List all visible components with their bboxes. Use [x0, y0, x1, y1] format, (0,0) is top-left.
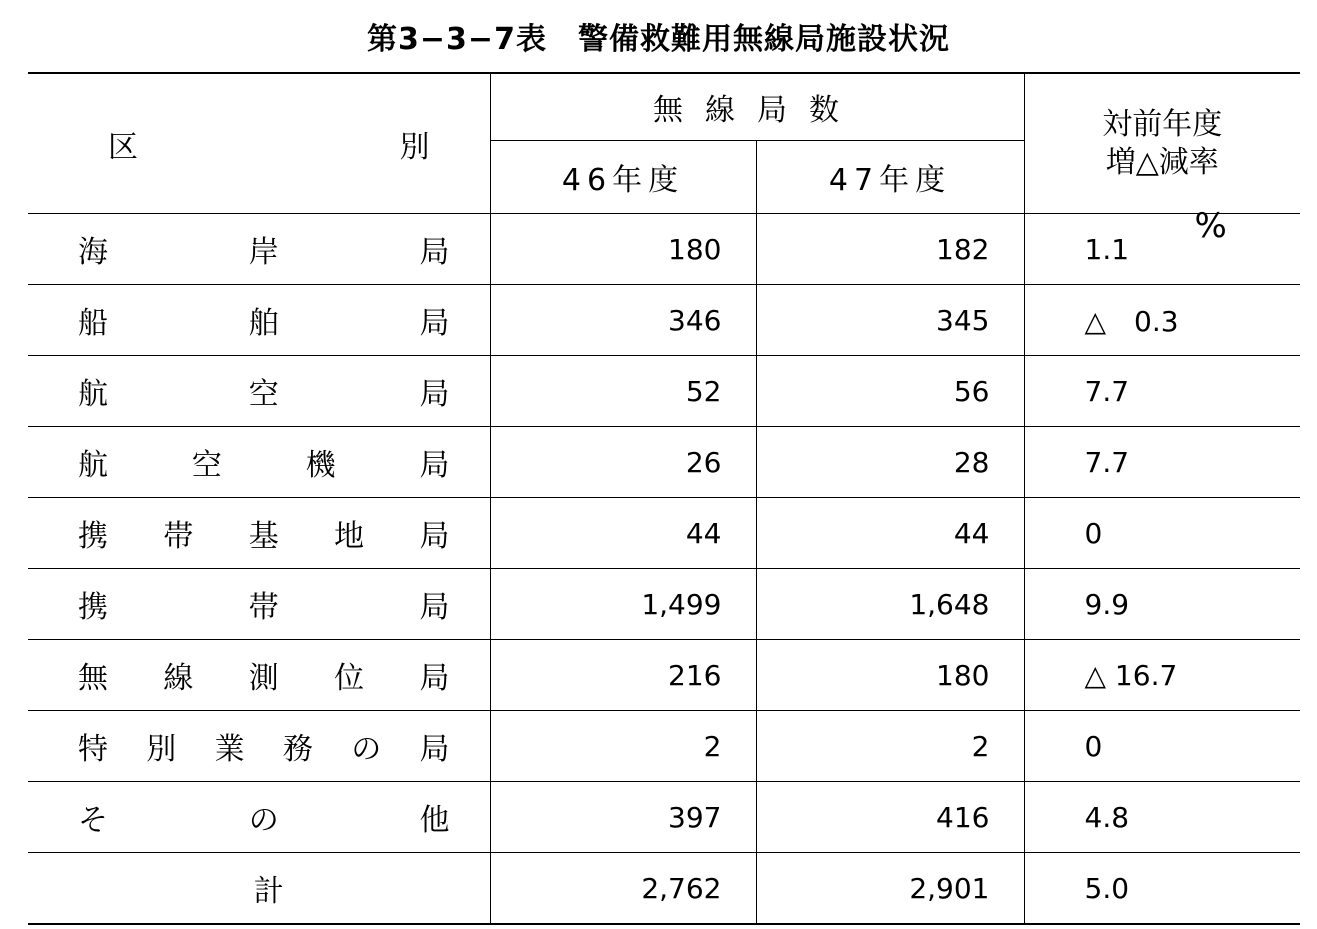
row-label-char: 帯 [248, 590, 279, 625]
row-label [28, 214, 490, 285]
table-title: 第3−3−7表 警備救難用無線局施設状況 [367, 22, 950, 57]
row-label-char: 線 [163, 661, 194, 696]
rate-value [1024, 498, 1300, 569]
row-label [28, 427, 490, 498]
header-station-count: 無線局数 [490, 73, 1024, 141]
row-label-char: 局 [419, 519, 450, 554]
header-kubun-1: 区 [108, 129, 138, 165]
value-46: 216 [490, 640, 756, 711]
value-47: 56 [756, 356, 1024, 427]
row-label-char: 無 [78, 661, 108, 696]
row-label-char: 帯 [163, 519, 194, 554]
rate-value [1024, 711, 1300, 782]
row-label-char: 携 [78, 519, 108, 554]
row-label-char: 別 [146, 732, 177, 767]
row-label-char: 特 [78, 732, 108, 767]
header-year-47: 47年度 [756, 141, 1024, 214]
table-row [28, 356, 1300, 427]
table-row [28, 498, 1300, 569]
table-row [28, 569, 1300, 640]
total-row [28, 853, 1300, 925]
row-label-char: 局 [419, 732, 450, 767]
header-kubun [28, 73, 490, 214]
row-label [28, 285, 490, 356]
row-label-char: 舶 [248, 306, 279, 341]
row-label-char: 航 [78, 377, 108, 412]
percent-unit: % [1194, 206, 1227, 246]
total-rate: 5.0 [1024, 853, 1300, 925]
header-rate-line2: 増△減率 [1105, 144, 1219, 180]
rate-text: 7.7 [1084, 445, 1130, 479]
value-46: 346 [490, 285, 756, 356]
row-label-char: 他 [419, 803, 450, 838]
value-46: 1,499 [490, 569, 756, 640]
table-row [28, 427, 1300, 498]
header-kubun-2: 別 [399, 129, 430, 165]
row-label-char: 船 [78, 306, 108, 341]
rate-text: 1.1 [1084, 232, 1130, 266]
row-label-char: 携 [78, 590, 108, 625]
rate-value [1024, 782, 1300, 853]
rate-text: 0 [1084, 729, 1103, 763]
rate-text: 0 [1084, 516, 1103, 550]
rate-value [1024, 427, 1300, 498]
value-47: 44 [756, 498, 1024, 569]
value-46: 52 [490, 356, 756, 427]
value-47: 2 [756, 711, 1024, 782]
row-label-char: の [248, 803, 279, 838]
row-label [28, 640, 490, 711]
radio-station-table [28, 72, 1300, 925]
rate-text: 7.7 [1084, 374, 1130, 408]
rate-value [1024, 569, 1300, 640]
table-row [28, 214, 1300, 285]
value-46: 2 [490, 711, 756, 782]
row-label-char: 局 [419, 306, 450, 341]
header-year-46: 46年度 [490, 141, 756, 214]
total-47: 2,901 [756, 853, 1024, 925]
row-label-char: 地 [334, 519, 365, 554]
table-row [28, 782, 1300, 853]
row-label [28, 711, 490, 782]
value-46: 397 [490, 782, 756, 853]
rate-value [1024, 206, 1300, 285]
rate-value [1024, 640, 1300, 711]
row-label-char: 局 [419, 448, 450, 483]
rate-value [1024, 356, 1300, 427]
value-46: 44 [490, 498, 756, 569]
row-label-char: 務 [282, 732, 313, 767]
rate-value [1024, 285, 1300, 356]
value-47: 28 [756, 427, 1024, 498]
value-47: 182 [756, 214, 1024, 285]
value-47: 1,648 [756, 569, 1024, 640]
total-46: 2,762 [490, 853, 756, 925]
rate-text: △ 16.7 [1084, 658, 1178, 692]
row-label-char: 機 [305, 448, 336, 483]
row-label-char: そ [78, 803, 108, 838]
row-label-char: 航 [78, 448, 108, 483]
row-label-char: 局 [419, 235, 450, 270]
rate-text: 4.8 [1084, 800, 1130, 834]
row-label [28, 356, 490, 427]
row-label [28, 569, 490, 640]
row-label-char: 局 [419, 377, 450, 412]
table-row [28, 640, 1300, 711]
row-label [28, 782, 490, 853]
value-46: 180 [490, 214, 756, 285]
row-label-char: 位 [334, 661, 365, 696]
rate-text: 9.9 [1084, 587, 1130, 621]
value-46: 26 [490, 427, 756, 498]
row-label-char: 空 [191, 448, 222, 483]
value-47: 416 [756, 782, 1024, 853]
row-label-char: の [351, 732, 382, 767]
table-row [28, 711, 1300, 782]
row-label-char: 岸 [248, 235, 279, 270]
row-label [28, 498, 490, 569]
row-label-char: 局 [419, 661, 450, 696]
value-47: 180 [756, 640, 1024, 711]
row-label-char: 海 [78, 235, 108, 270]
row-label-char: 局 [419, 590, 450, 625]
header-rate [1024, 73, 1300, 214]
row-label-char: 基 [248, 519, 279, 554]
row-label-char: 空 [248, 377, 279, 412]
header-rate-line1: 対前年度 [1102, 106, 1223, 142]
value-47: 345 [756, 285, 1024, 356]
rate-text: △ 0.3 [1084, 305, 1179, 338]
row-label-char: 業 [214, 732, 245, 767]
table-row [28, 285, 1300, 356]
total-label: 計 [28, 853, 490, 925]
row-label-char: 測 [248, 661, 279, 696]
